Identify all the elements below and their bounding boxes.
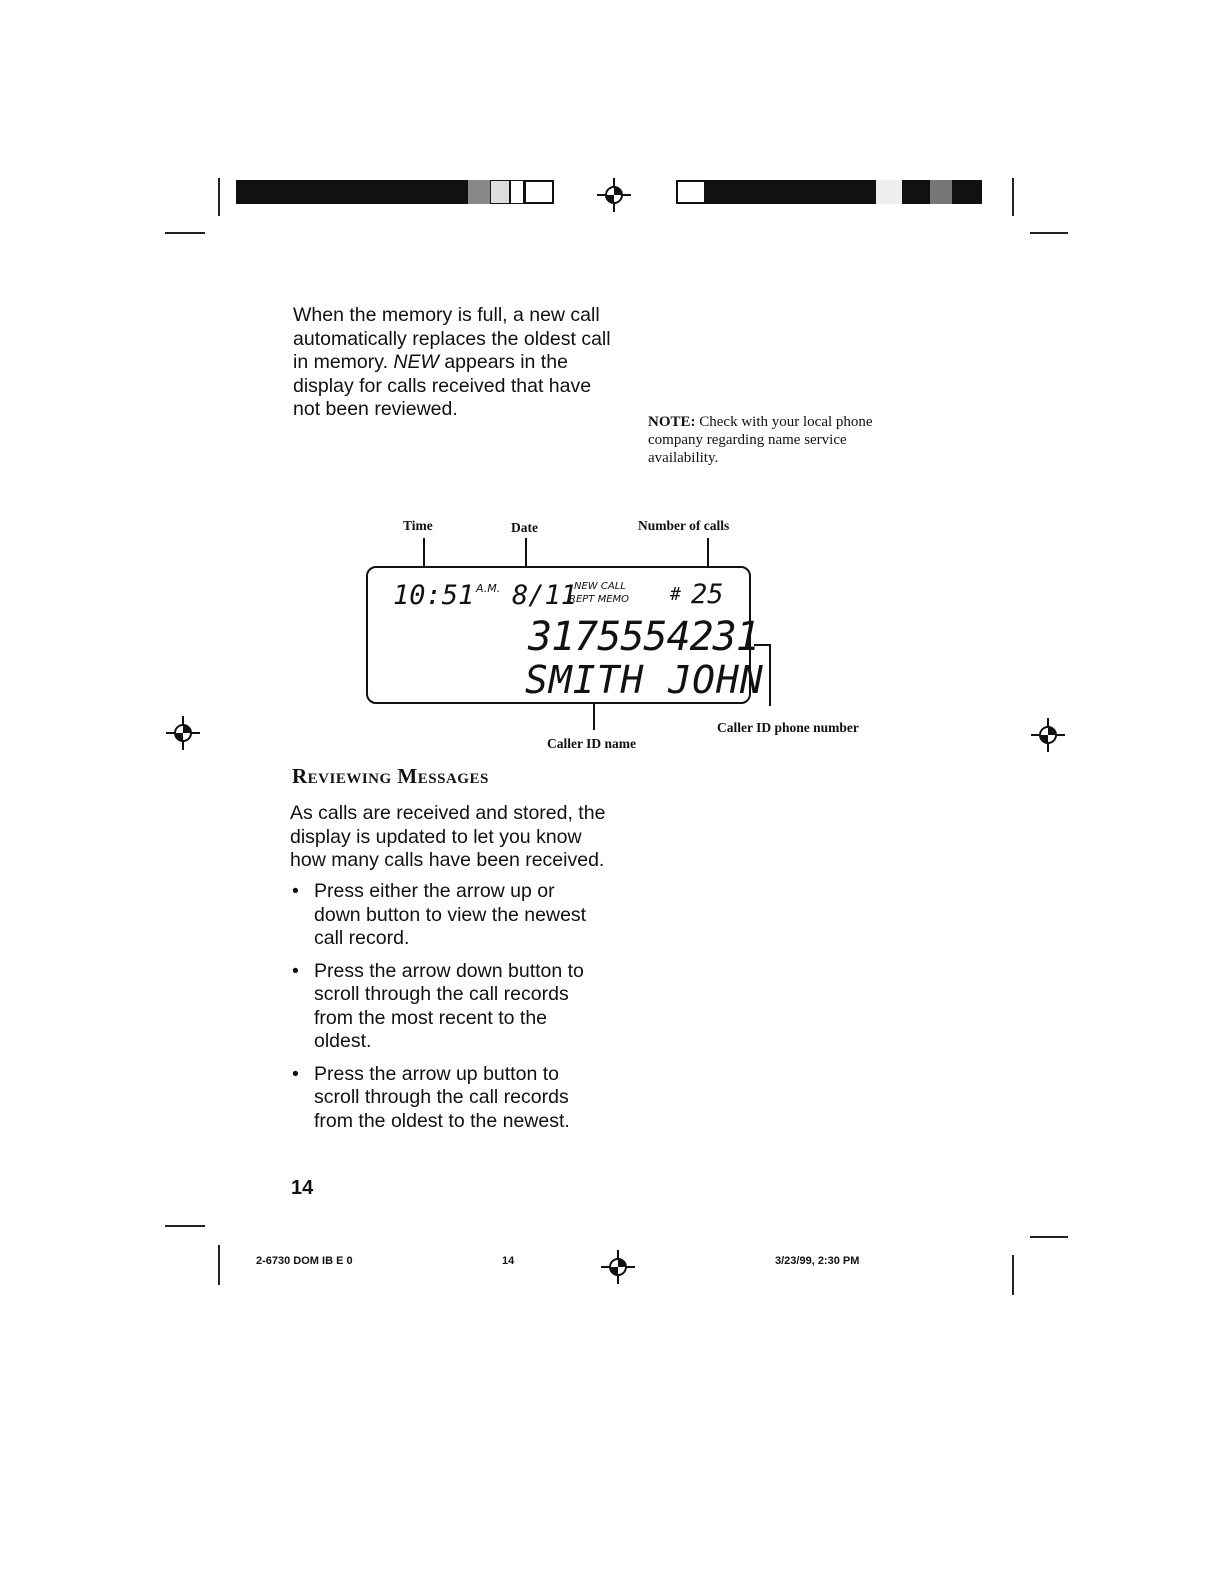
intro-new-emphasis: NEW <box>393 351 439 373</box>
color-bar-left <box>236 180 554 204</box>
lcd-status-top: NEW CALL <box>574 581 626 592</box>
callout-caller-id-phone: Caller ID phone number <box>717 720 859 735</box>
callout-date: Date <box>511 520 538 535</box>
list-item: • Press the arrow up button to scroll through the call records from the oldest to the newest. <box>290 1063 600 1134</box>
footer-page: 14 <box>502 1255 515 1267</box>
lcd-status-bottom: REPT MEMO <box>569 594 630 605</box>
color-bar-right <box>676 180 982 204</box>
footer-doc-code: 2-6730 DOM IB E 0 <box>256 1255 353 1267</box>
crop-mark-bottom-right-v <box>1012 1255 1014 1295</box>
callout-caller-id-name: Caller ID name <box>547 736 636 751</box>
crop-mark-top-right-h <box>1030 232 1068 234</box>
lcd-ampm: A.M. <box>476 582 501 595</box>
registration-target-icon <box>166 716 200 750</box>
intro-paragraph <box>293 304 611 422</box>
lcd-phone-number: 3175554231 <box>528 614 759 660</box>
intro-text-post: appears in the display for calls received that have not been reviewed. <box>293 351 592 420</box>
leader-caller-id-phone-v <box>769 644 771 706</box>
caller-id-lcd-display <box>366 566 764 704</box>
list-item: • Press the arrow down button to scroll through the call records from the most recent to the oldest. <box>290 960 600 1054</box>
lcd-date: 8/11 <box>512 580 578 611</box>
instruction-list <box>290 880 600 1142</box>
registration-target-icon <box>597 178 631 212</box>
crop-mark-top-right-v <box>1012 178 1014 216</box>
crop-mark-top-left-h <box>165 232 205 234</box>
section-intro: As calls are received and stored, the display is updated to let you know how many calls have been received. <box>290 802 606 871</box>
callout-number-of-calls: Number of calls <box>638 518 730 533</box>
callout-time: Time <box>403 518 433 533</box>
footer-timestamp: 3/23/99, 2:30 PM <box>775 1255 860 1267</box>
intro-text-pre: When the memory is full, a new call automatically replaces the oldest call in memory. <box>293 304 611 373</box>
section-heading: Reviewing Messages <box>292 764 489 788</box>
lcd-call-count: 25 <box>691 579 724 610</box>
leader-caller-id-name <box>593 702 595 730</box>
crop-mark-bottom-right-h <box>1030 1236 1068 1238</box>
lcd-hash: # <box>670 584 681 605</box>
crop-mark-top-left-v <box>218 178 220 216</box>
note-text: Check with your local phone company regarding name service availability. <box>648 414 873 466</box>
note <box>648 413 888 467</box>
page-number: 14 <box>291 1177 314 1199</box>
note-label: NOTE: <box>648 414 696 430</box>
lcd-caller-name: SMITH JOHN <box>525 658 764 702</box>
crop-mark-bottom-left-h <box>165 1225 205 1227</box>
lcd-time: 10:51 <box>393 580 475 611</box>
registration-target-icon <box>1031 718 1065 752</box>
list-item: • Press either the arrow up or down button to view the newest call record. <box>290 880 600 951</box>
crop-mark-bottom-left-v <box>218 1245 220 1285</box>
registration-target-icon <box>601 1250 635 1284</box>
